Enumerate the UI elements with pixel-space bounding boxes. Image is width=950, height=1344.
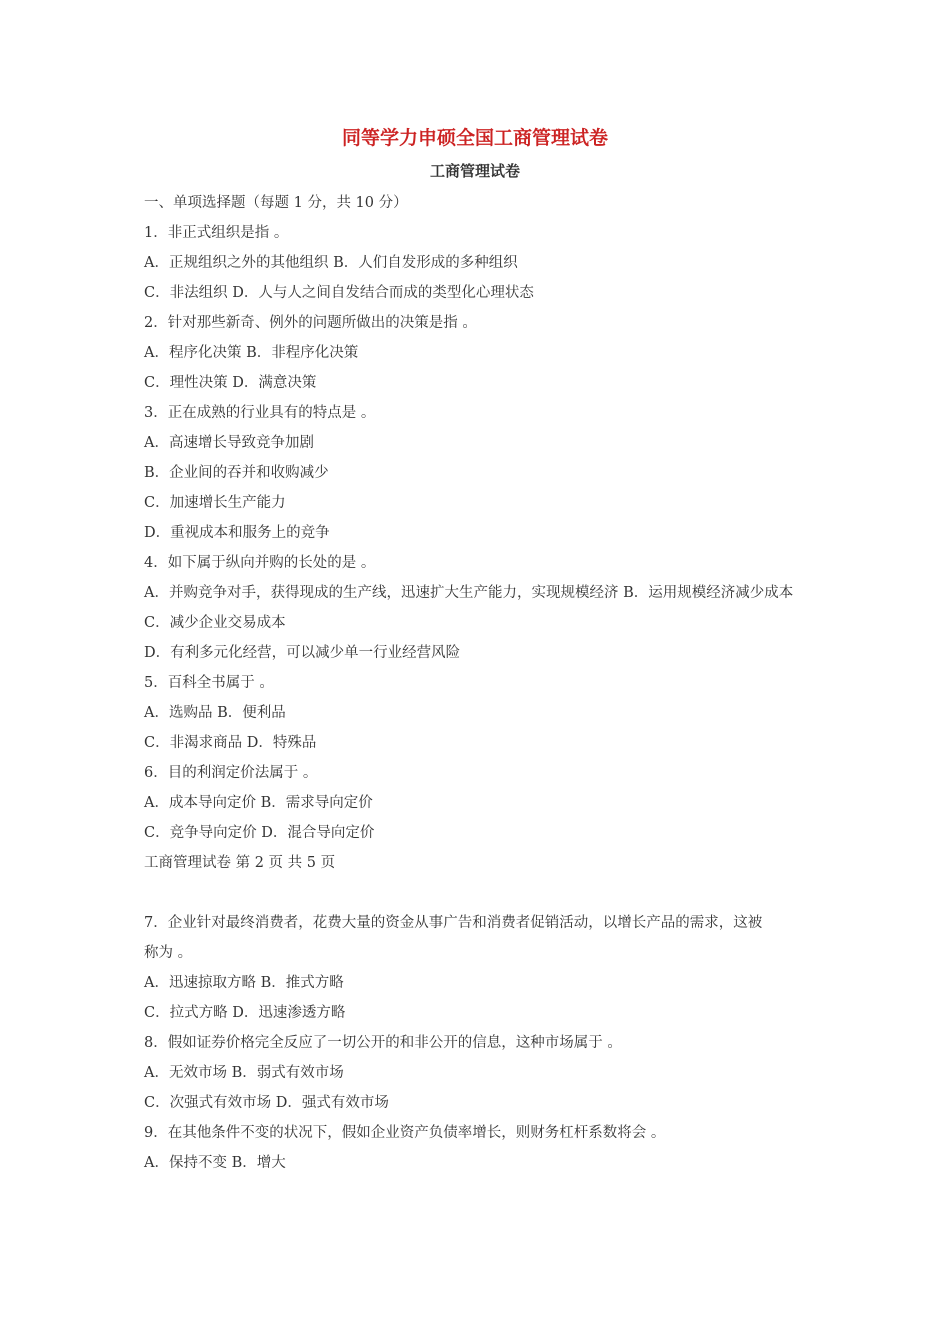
question-5-options-ab: A．选购品 B．便利品 — [144, 705, 286, 721]
question-3-option-c: C．加速增长生产能力 — [144, 495, 286, 511]
question-4-option-d: D．有利多元化经营，可以减少单一行业经营风险 — [144, 645, 461, 661]
question-8: 8．假如证券价格完全反应了一切公开的和非公开的信息，这种市场属于 。 — [144, 1035, 622, 1051]
question-6-options-ab: A．成本导向定价 B．需求导向定价 — [144, 795, 373, 811]
question-7-options-cd: C．拉式方略 D．迅速渗透方略 — [144, 1005, 346, 1021]
question-6-options-cd: C．竞争导向定价 D．混合导向定价 — [144, 825, 375, 841]
document-title: 同等学力申硕全国工商管理试卷 — [341, 127, 608, 149]
question-3-option-d: D．重视成本和服务上的竞争 — [144, 525, 330, 541]
question-1: 1．非正式组织是指 。 — [144, 225, 289, 241]
question-1-options-ab: A．正规组织之外的其他组织 B．人们自发形成的多种组织 — [144, 255, 518, 271]
question-2-options-cd: C．理性决策 D．满意决策 — [144, 375, 317, 391]
question-8-options-cd: C．次强式有效市场 D．强式有效市场 — [144, 1095, 389, 1111]
question-6: 6．目的利润定价法属于 。 — [144, 765, 318, 781]
question-8-options-ab: A．无效市场 B．弱式有效市场 — [144, 1065, 344, 1081]
page-break-gap — [144, 878, 814, 908]
question-3: 3．正在成熟的行业具有的特点是 。 — [144, 405, 376, 421]
question-4: 4．如下属于纵向并购的长处的是 。 — [144, 555, 376, 571]
question-7: 7．企业针对最终消费者，花费大量的资金从事广告和消费者促销活动，以增长产品的需求，这被称为 。 — [144, 915, 763, 961]
question-4-option-c: C．减少企业交易成本 — [144, 615, 286, 631]
question-1-options-cd: C．非法组织 D．人与人之间自发结合而成的类型化心理状态 — [144, 285, 534, 301]
question-2-options-ab: A．程序化决策 B．非程序化决策 — [144, 345, 359, 361]
question-4-options-ab: A．并购竞争对手，获得现成的生产线，迅速扩大生产能力，实现规模经济 B．运用规模经济减少成本 — [144, 585, 794, 601]
question-9-options-ab: A．保持不变 B．增大 — [144, 1155, 286, 1171]
question-5: 5．百科全书属于 。 — [144, 675, 274, 691]
section-heading: 一、单项选择题（每题 1 分，共 10 分） — [144, 195, 408, 211]
question-5-options-cd: C．非渴求商品 D．特殊品 — [144, 735, 317, 751]
document-subtitle: 工商管理试卷 — [429, 162, 520, 180]
question-7-options-ab: A．迅速掠取方略 B．推式方略 — [144, 975, 344, 991]
question-3-option-a: A．高速增长导致竞争加剧 — [144, 435, 314, 451]
question-3-option-b: B．企业间的吞并和收购减少 — [144, 465, 329, 481]
question-9: 9．在其他条件不变的状况下，假如企业资产负债率增长，则财务杠杆系数将会 。 — [144, 1125, 666, 1141]
question-2: 2．针对那些新奇、例外的问题所做出的决策是指 。 — [144, 315, 477, 331]
document-body — [144, 188, 814, 1178]
page-footer: 工商管理试卷 第 2 页 共 5 页 — [144, 855, 336, 871]
